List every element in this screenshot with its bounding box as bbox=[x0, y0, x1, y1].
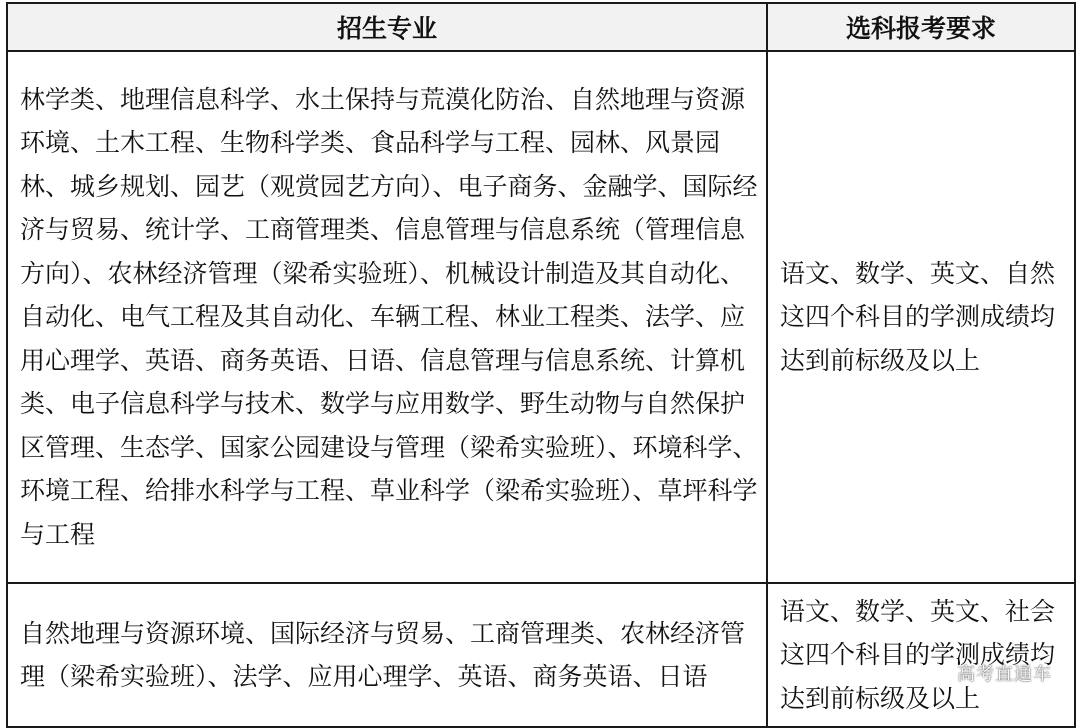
admission-requirements-table bbox=[6, 2, 1076, 728]
table-row bbox=[7, 51, 1075, 583]
majors-cell: 自然地理与资源环境、国际经济与贸易、工商管理类、农林经济管理（梁希实验班）、法学、应用心理学、英语、商务英语、日语 bbox=[7, 583, 767, 727]
header-major: 招生专业 bbox=[7, 3, 767, 51]
requirement-cell: 语文、数学、英文、自然这四个科目的学测成绩均达到前标级及以上 bbox=[767, 51, 1075, 583]
table-header-row bbox=[7, 3, 1075, 51]
majors-cell: 林学类、地理信息科学、水土保持与荒漠化防治、自然地理与资源环境、土木工程、生物科学类、食品科学与工程、园林、风景园林、城乡规划、园艺（观赏园艺方向）、电子商务、金融学、国际经济与贸易、统计学、工商管理类、信息管理与信息系统（管理信息方向）、农林经济管理（梁希实验班）、机械设计制造及其自动化、自动化、电气工程及其自动化、车辆工程、林业工程类、法学、应用心理学、英语、商务英语、日语、信息管理与信息系统、计算机类、电子信息科学与技术、数学与应用数学、野生动物与自然保护区管理、生态学、国家公园建设与管理（梁希实验班）、环境科学、环境工程、给排水科学与工程、草业科学（梁希实验班）、草坪科学与工程 bbox=[7, 51, 767, 583]
watermark-text: 高考直通车 bbox=[957, 664, 1052, 685]
table-row bbox=[7, 583, 1075, 727]
requirement-cell: 语文、数学、英文、社会这四个科目的学测成绩均达到前标级及以上 bbox=[767, 583, 1075, 727]
header-requirement: 选科报考要求 bbox=[767, 3, 1075, 51]
